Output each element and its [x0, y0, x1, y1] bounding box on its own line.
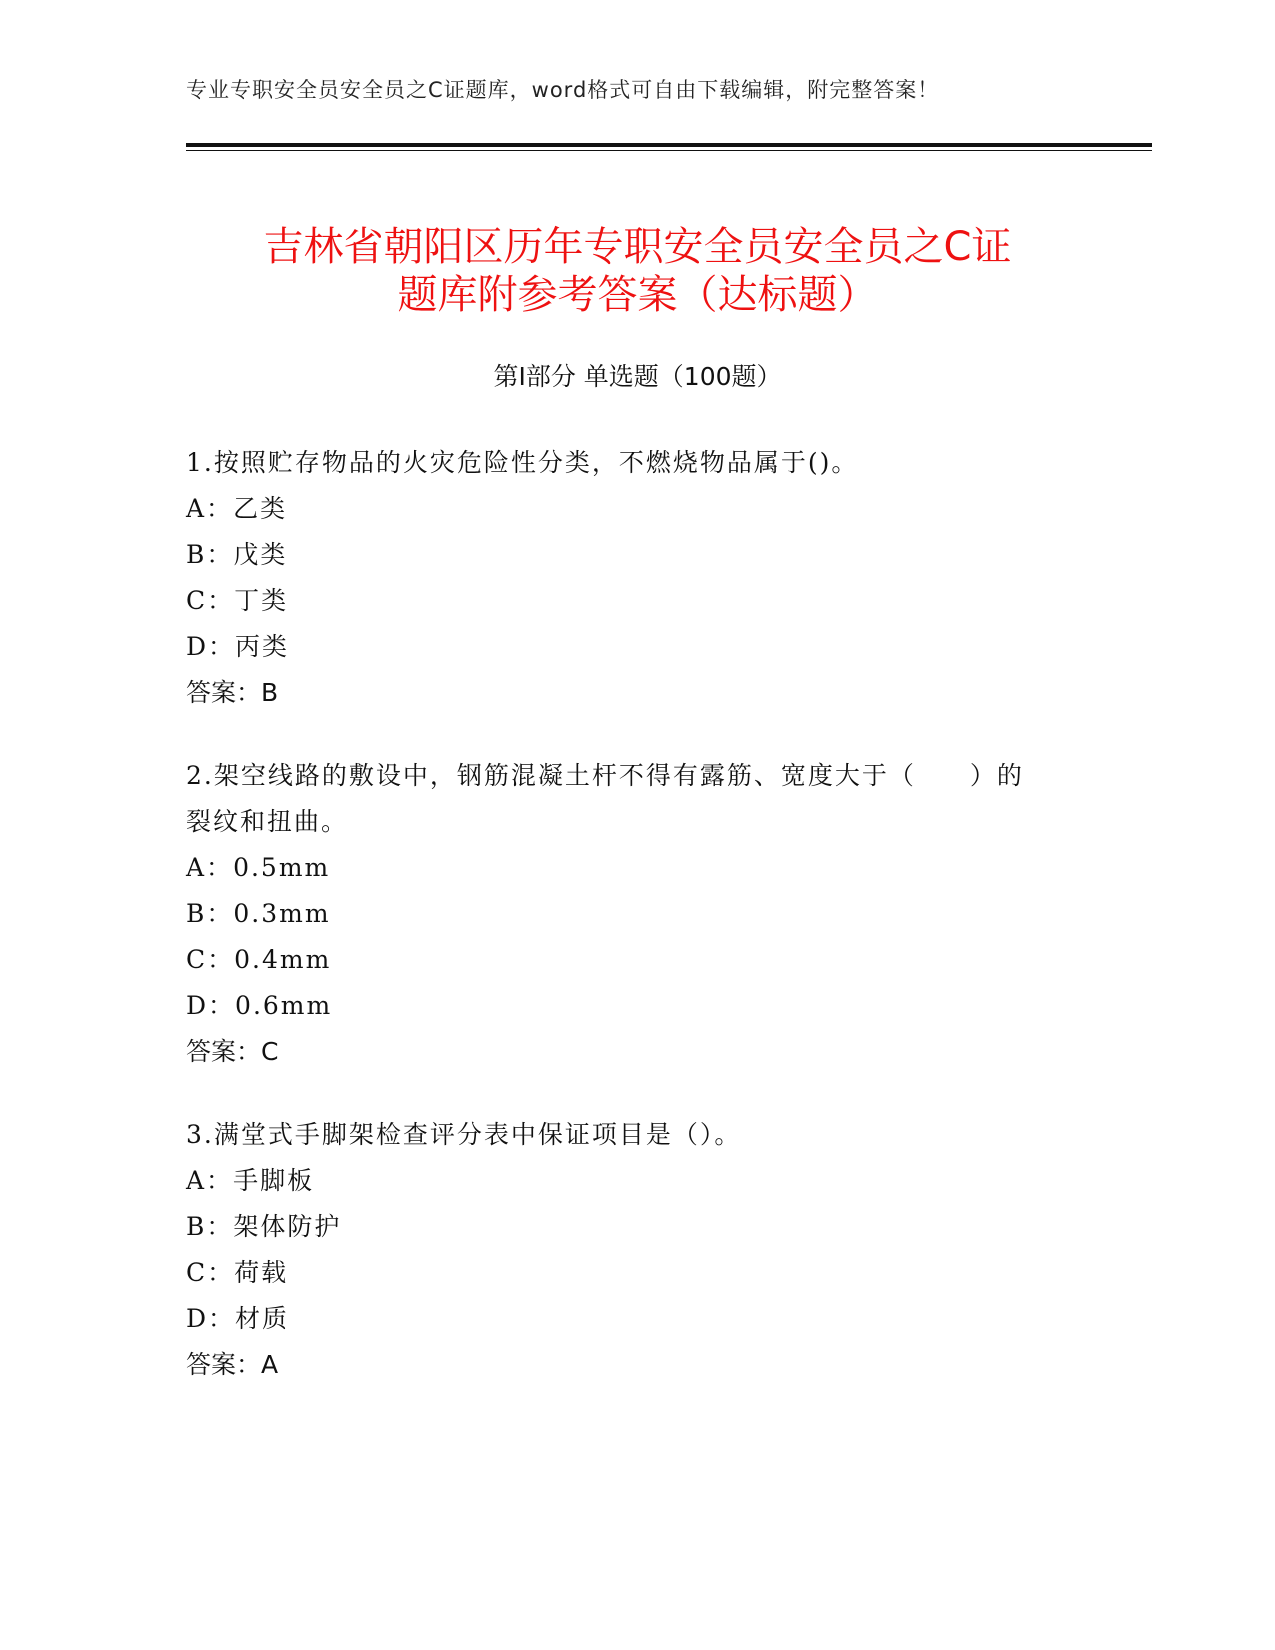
question-stem [186, 1112, 1086, 1158]
option-key: B： [186, 1212, 234, 1241]
option-text: 材质 [235, 1304, 290, 1333]
option-text: 戊类 [233, 540, 288, 569]
option-a [186, 845, 1086, 891]
option-a [186, 1158, 1086, 1204]
question-stem-line: 2.架空线路的敷设中，钢筋混凝土杆不得有露筋、宽度大于（ ）的 [186, 761, 1024, 790]
option-key: A： [186, 1166, 234, 1195]
question-3 [186, 1112, 1086, 1388]
option-key: C： [186, 586, 235, 615]
option-b [186, 532, 1086, 578]
option-a [186, 486, 1086, 532]
option-text: 0.5mm [233, 853, 331, 882]
option-key: C： [186, 1258, 235, 1287]
answer-line: 答案：C [186, 1037, 279, 1066]
option-key: B： [186, 540, 234, 569]
header-rule-thick [186, 143, 1152, 147]
section-title: 第Ⅰ部分 单选题（100题） [493, 362, 782, 391]
option-text: 0.4mm [234, 945, 332, 974]
option-b [186, 891, 1086, 937]
option-d [186, 1296, 1086, 1342]
question-stem-line: 1.按照贮存物品的火灾危险性分类，不燃烧物品属于()。 [186, 448, 859, 477]
option-key: D： [186, 632, 236, 661]
option-d [186, 983, 1086, 1029]
option-key: D： [186, 991, 236, 1020]
document-title [150, 223, 1125, 319]
option-b [186, 1204, 1086, 1250]
option-key: A： [186, 494, 234, 523]
option-text: 丁类 [234, 586, 289, 615]
option-text: 丙类 [235, 632, 290, 661]
answer-line: 答案：B [186, 678, 279, 707]
option-text: 0.3mm [233, 899, 331, 928]
question-stem [186, 753, 1086, 845]
option-text: 荷载 [234, 1258, 289, 1287]
option-key: D： [186, 1304, 236, 1333]
option-key: C： [186, 945, 235, 974]
option-text: 乙类 [233, 494, 288, 523]
option-text: 0.6mm [235, 991, 333, 1020]
title-line-1: 吉林省朝阳区历年专职安全员安全员之C证 [263, 223, 1012, 270]
question-list [186, 440, 1086, 1425]
option-key: B： [186, 899, 234, 928]
option-text: 架体防护 [233, 1212, 342, 1241]
question-1 [186, 440, 1086, 716]
option-c [186, 937, 1086, 983]
option-c [186, 578, 1086, 624]
question-stem-line: 裂纹和扭曲。 [186, 807, 349, 836]
title-line-2: 题库附参考答案（达标题） [397, 271, 878, 318]
header-rule-thin [186, 150, 1152, 151]
option-text: 手脚板 [233, 1166, 315, 1195]
question-2 [186, 753, 1086, 1075]
option-d [186, 624, 1086, 670]
header-note: 专业专职安全员安全员之C证题库，word格式可自由下载编辑，附完整答案！ [186, 78, 940, 102]
question-stem [186, 440, 1086, 486]
option-c [186, 1250, 1086, 1296]
question-stem-line: 3.满堂式手脚架检查评分表中保证项目是（）。 [186, 1120, 742, 1149]
option-key: A： [186, 853, 234, 882]
answer-line: 答案：A [186, 1350, 279, 1379]
